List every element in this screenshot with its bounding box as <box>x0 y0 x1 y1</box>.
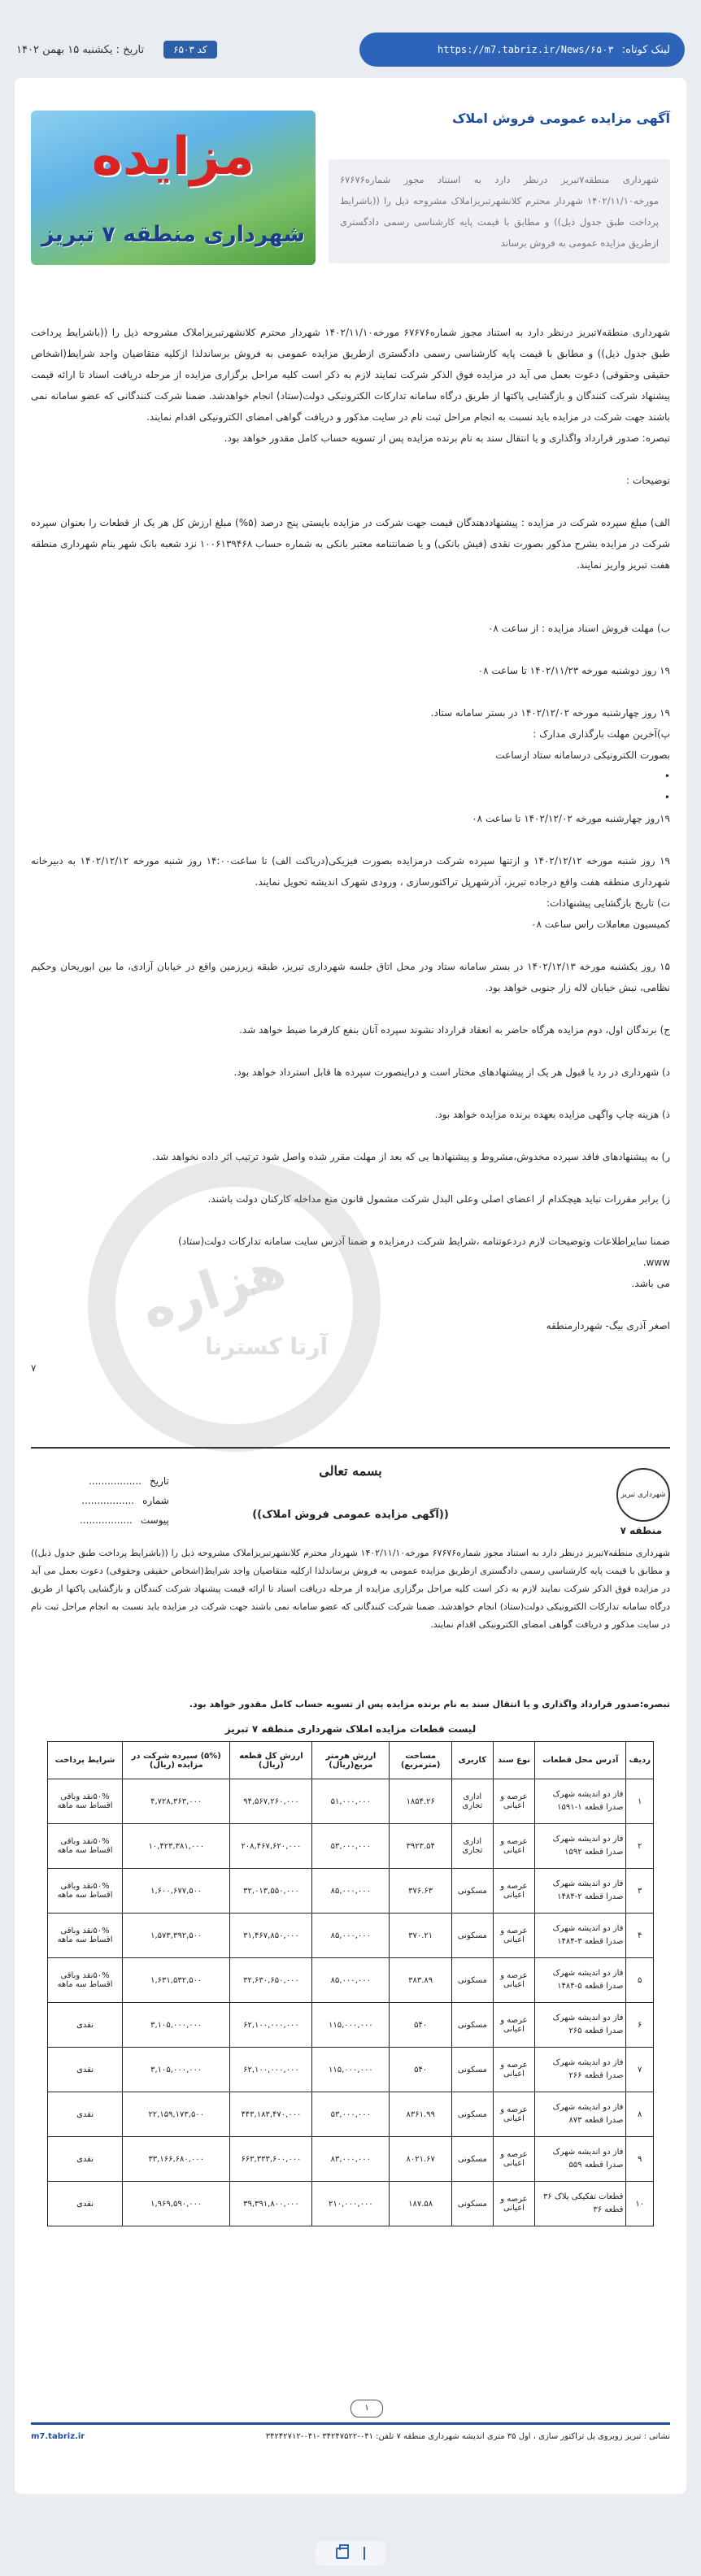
intro-paragraph: شهرداری منطقه۷تبریز درنظر دارد به استناد مجوز شماره۶۷۶۷۶ مورخه۱۴۰۲/۱۱/۱۰ شهردار محترم کلانشهرتبریزاملاک مشروحه ذیل را ((باشرایط پرداخت طبق جدول ذیل)) و مطابق با قیمت پایه کارشناسی رسمی دادگستری ازطریق مزایده عمومی به فروش برساندلذا ازکلیه متقاضیان واجد شرایط(اشخاص حقیقی وحقوقی) دعوت بعمل می آید در مزایده فوق الذکر شرکت نمایند لازم به ذکر است کلیه مراحل برگزاری مزایده از مرحله دریافت اسناد تا ارائه قیمت پیشنهاد شرکت کنندگان و بازگشایی پاکتها از طریق درگاه سامانه تدارکات الکترونیکی دولت(ستاد) انجام خواهدشد. ضمنا شرکت کنندگانی که عضو سامانه نمی باشند جهت شرکت در مزایده باید نسبت به انجام مراحل ثبت نام در سایت مذکور و دریافت گواهی امضای الکترونیکی اقدام نمایند. <box>31 327 670 423</box>
doc-date-label: تاریخ <box>149 1475 169 1487</box>
table-cell: ۹ <box>626 2137 654 2182</box>
table-cell: ۵۰%نقد وباقی اقساط سه ماهه <box>48 1869 123 1914</box>
list-3: می باشد. <box>631 1278 670 1289</box>
doc-basmala: بسمه تعالی <box>319 1463 382 1479</box>
table-cell: عرصه و اعیانی <box>493 2048 535 2092</box>
table-cell: ۳,۱۰۵,۰۰۰,۰۰۰ <box>123 2003 230 2048</box>
item-j: ۱۵ روز یکشنبه مورخه ۱۴۰۲/۱۲/۱۳ در بستر سامانه ستاد ودر محل اتاق جلسه شهرداری تبریز، طبقه زیرزمین واقع در خیابان آزادی، ما بین ابوریحان وحکیم نظامی، نبش خیابان لاله زار جنوبی خواهد بود. <box>31 961 670 993</box>
item-5: ز) برابر مقررات نباید هیچکدام از اعضای اصلی وعلی البدل شرکت مشمول قانون منع مداخله کارکنان دولت باشند. <box>207 1193 670 1205</box>
note-paragraph: تبصره: صدور قرارداد واگذاری و یا انتقال سند به نام برنده مزایده پس از تسویه حساب کامل مقدور خواهد بود. <box>224 432 670 444</box>
table-cell: اداری تجاری <box>452 1824 494 1869</box>
item-1: ج) برندگان اول، دوم مزایده هرگاه حاضر به انعقاد قرارداد نشوند سپرده آنان بنفع کارفرما ضبط خواهد شد. <box>239 1024 670 1036</box>
table-cell: ۳۹,۳۹۱,۸۰۰,۰۰۰ <box>230 2182 312 2226</box>
table-cell: ۸۵,۰۰۰,۰۰۰ <box>312 1914 390 1958</box>
line-6: کمیسیون معاملات راس ساعت ۰۸ <box>531 919 670 930</box>
table-cell: ۶ <box>626 2003 654 2048</box>
table-cell: مسکونی <box>452 1869 494 1914</box>
table-cell: نقدی <box>48 2182 123 2226</box>
footer-site: m7.tabriz.ir <box>31 2432 85 2441</box>
footer-rule <box>31 2422 670 2425</box>
table-cell: ۳۹۲۳.۵۴ <box>390 1824 452 1869</box>
doc-meta: تاریخ ................. شماره ................. پیوست ................. <box>80 1471 169 1530</box>
bottom-bar <box>0 2530 701 2576</box>
table-cell: نقدی <box>48 2003 123 2048</box>
table-cell: مسکونی <box>452 1958 494 2003</box>
news-title: آگهی مزایده عمومی فروش املاک <box>451 111 670 126</box>
table-header-cell: مساحت (مترمربع) <box>390 1742 452 1779</box>
table-header-cell: ردیف <box>626 1742 654 1779</box>
table-cell: ۱۰ <box>626 2182 654 2226</box>
table-cell: ۸ <box>626 2092 654 2137</box>
table-cell: ۵۳,۰۰۰,۰۰۰ <box>312 2092 390 2137</box>
table-cell: ۵۰%نقد وباقی اقساط سه ماهه <box>48 1779 123 1824</box>
table-cell: ۲۱۰,۰۰۰,۰۰۰ <box>312 2182 390 2226</box>
table-cell: عرصه و اعیانی <box>493 2137 535 2182</box>
table-cell: ۱۱۵,۰۰۰,۰۰۰ <box>312 2003 390 2048</box>
table-header-cell: شرایط پرداخت <box>48 1742 123 1779</box>
table-cell: عرصه و اعیانی <box>493 2182 535 2226</box>
news-date: تاریخ : یکشنبه ۱۵ بهمن ۱۴۰۲ <box>16 43 145 56</box>
table-cell: فاز دو اندیشه شهرک صدرا قطعه ۲۶۶ <box>535 2048 626 2092</box>
table-cell: عرصه و اعیانی <box>493 2092 535 2137</box>
banner-main-text: مزایده <box>91 127 255 187</box>
table-cell: ۸۰۲۱.۶۷ <box>390 2137 452 2182</box>
table-cell: ۶۲,۱۰۰,۰۰۰,۰۰۰ <box>230 2048 312 2092</box>
table-cell: مسکونی <box>452 2003 494 2048</box>
table-header-cell: (۵%) سپرده شرکت در مزایده (ریال) <box>123 1742 230 1779</box>
table-cell: نقدی <box>48 2048 123 2092</box>
watermark-text: هزاره <box>133 1238 293 1342</box>
doc-attach-label: پیوست <box>140 1514 169 1526</box>
table-cell: ۵۱,۰۰۰,۰۰۰ <box>312 1779 390 1824</box>
table-cell: ۸۵,۰۰۰,۰۰۰ <box>312 1869 390 1914</box>
table-row <box>48 2048 654 2092</box>
table-cell: ۵۴۰ <box>390 2048 452 2092</box>
table-cell: مسکونی <box>452 2182 494 2226</box>
table-row <box>48 2003 654 2048</box>
bullet-2: • <box>664 792 670 803</box>
table-cell: ۱۰,۴۲۳,۳۸۱,۰۰۰ <box>123 1824 230 1869</box>
table-cell: فاز دو اندیشه شهرک صدرا قطعه ۲-۱۴۸۴ <box>535 1869 626 1914</box>
table-cell: فاز دو اندیشه شهرک صدرا قطعه ۵-۱۴۸۴ <box>535 1958 626 2003</box>
list-2: www. <box>642 1257 670 1268</box>
table-row <box>48 2092 654 2137</box>
item-t: ۱۹ روز شنبه مورخه ۱۴۰۲/۱۲/۱۲ و ازتنها سپرده شرکت درمزایده بصورت فیزیکی(دریاکت الف) تا ساعت۱۴:۰۰ روز شنبه مورخه ۱۴۰۲/۱۲/۱۲ به دبیرخانه شهرداری منطقه هفت واقع درجاده تبریز، آذرشهرپل تراکتورسازی ، ورودی شهرک اندیشه تحویل نمایند. <box>31 855 670 888</box>
table-row <box>48 2137 654 2182</box>
table-cell: عرصه و اعیانی <box>493 1958 535 2003</box>
doc-footer <box>31 2432 670 2441</box>
table-cell: ۸۵,۰۰۰,۰۰۰ <box>312 1958 390 2003</box>
table-row <box>48 1869 654 1914</box>
news-code-badge: کد ۶۵۰۳ <box>163 41 217 59</box>
table-cell: ۳۳,۱۶۶,۶۸۰,۰۰۰ <box>123 2137 230 2182</box>
table-cell: مسکونی <box>452 2092 494 2137</box>
table-cell: ۵ <box>626 1958 654 2003</box>
table-cell: ۱۸۷.۵۸ <box>390 2182 452 2226</box>
doc-top-rule <box>31 1447 670 1449</box>
table-cell: فاز دو اندیشه شهرک صدرا قطعه ۸۷۳ <box>535 2092 626 2137</box>
watermark-logo <box>88 1159 381 1452</box>
print-icon[interactable] <box>336 2548 349 2559</box>
number-seven: ۷ <box>31 1362 37 1374</box>
table-cell: ۵۰%نقد وباقی اقساط سه ماهه <box>48 1824 123 1869</box>
table-cell: عرصه و اعیانی <box>493 1869 535 1914</box>
signature: اصغر آذری بیگ- شهردارمنطقه <box>546 1320 670 1331</box>
table-header-cell: نوع سند <box>493 1742 535 1779</box>
table-cell: ۱,۹۶۹,۵۹۰,۰۰۰ <box>123 2182 230 2226</box>
table-cell: فاز دو اندیشه شهرک صدرا قطعه ۱۵۹۲ <box>535 1824 626 1869</box>
banner-sub-text: شهرداری منطقه ۷ تبریز <box>41 222 305 247</box>
table-header-cell: کاربری <box>452 1742 494 1779</box>
table-cell: فاز دو اندیشه شهرک صدرا قطعه ۱-۱۵۹۱ <box>535 1779 626 1824</box>
table-cell: ۴ <box>626 1914 654 1958</box>
table-row <box>48 1824 654 1869</box>
logo-text: شهرداری تبریز <box>620 1491 666 1499</box>
table-cell: ۳۱,۴۶۷,۸۵۰,۰۰۰ <box>230 1914 312 1958</box>
table-cell: ۳۸۳.۸۹ <box>390 1958 452 2003</box>
table-cell: ۱,۶۰۰,۶۷۷,۵۰۰ <box>123 1869 230 1914</box>
print-button[interactable] <box>316 2541 385 2565</box>
item-4: ر) به پیشنهادهای فاقد سپرده مخدوش،مشروط و پیشنهادها یی که بعد از مهلت مقرر شده واصل شود ترتیب اثر داده نخواهد شد. <box>152 1151 670 1162</box>
table-row <box>48 1914 654 1958</box>
table-cell: ۴۴۳,۱۸۳,۴۷۰,۰۰۰ <box>230 2092 312 2137</box>
table-cell: ۸۳۶۱.۹۹ <box>390 2092 452 2137</box>
shortlink-url[interactable]: https://m7.tabriz.ir/News/۶۵۰۳ <box>438 44 614 55</box>
table-cell: ۶۶۳,۳۳۳,۶۰۰,۰۰۰ <box>230 2137 312 2182</box>
line-4: بصورت الکترونیکی درسامانه ستاد ازساعت <box>495 749 670 761</box>
divider-icon <box>364 2547 365 2560</box>
table-cell: ۵۴۰ <box>390 2003 452 2048</box>
item-a: الف) مبلغ سپرده شرکت در مزایده : پیشنهاددهندگان قیمت جهت شرکت در مزایده بایستی پنج درصد (۵%) مبلغ ارزش کل هر یک از قطعات را بعنوان سپرده شرکت در مزایده بشرح مذکور بصورت نقدی (فیش بانکی) و یا ضمانتنامه معتبر بانکی به شماره حساب ۱۰۰۶۱۳۹۴۶۸ نزد شعبه بانک شهر بنام شهرداری منطقه هفت تبریز واریز نمایند. <box>31 517 671 571</box>
doc-body: شهرداری منطقه۷تبریز درنظر دارد به استناد مجوز شماره۶۷۶۷۶ مورخه۱۴۰۲/۱۱/۱۰ شهردار محترم کلانشهرتبریزاملاک مشروحه ذیل را ((باشرایط پرداخت طبق جدول ذیل)) و مطابق با قیمت پایه کارشناسی رسمی دادگستری ازطریق مزایده عمومی به فروش برساندلذا ازکلیه متقاضیان واجد شرایط(اشخاص حقیقی وحقوقی) دعوت بعمل می آید در مزایده فوق الذکر شرکت نمایند لازم به ذکر است کلیه مراحل برگزاری مزایده از مرحله دریافت اسناد تا ارائه قیمت پیشنهاد شرکت کنندگان و بازگشایی پاکتها از طریق درگاه سامانه تدارکات الکترونیکی دولت(ستاد) انجام خواهدشد. ضمنا شرکت کنندگانی که عضو سامانه نمی باشند جهت شرکت در مزایده باید نسبت به انجام مراحل ثبت نام در سایت مذکور و دریافت گواهی امضای الکترونیکی اقدام نمایند. <box>31 1548 670 1630</box>
table-cell: ۹۴,۵۶۷,۲۶۰,۰۰۰ <box>230 1779 312 1824</box>
footer-address: نشانی : تبریز زوبروی پل تراکتور سازی ، اول ۳۵ متری اندیشه شهرداری منطقه ۷ تلفن: ۰۴۱-۳۴۲۴۷۵۲۲ -۰۴۱-۳۴۲۴۲۷۱۲ <box>265 2432 670 2441</box>
table-cell: ۴,۷۲۸,۳۶۳,۰۰۰ <box>123 1779 230 1824</box>
line-5: ۱۹روز چهارشنبه مورخه ۱۴۰۲/۱۲/۰۲ تا ساعت ۰۸ <box>472 813 670 824</box>
table-header-cell: ارزش هرمتر مربع(ریال) <box>312 1742 390 1779</box>
table-cell: ۱,۶۳۱,۵۳۲,۵۰۰ <box>123 1958 230 2003</box>
table-body <box>48 1779 654 2226</box>
table-cell: ۵۳,۰۰۰,۰۰۰ <box>312 1824 390 1869</box>
date-group <box>16 41 217 59</box>
scanned-document <box>31 1447 670 2455</box>
table-cell: فاز دو اندیشه شهرک صدرا قطعه ۳-۱۴۸۴ <box>535 1914 626 1958</box>
doc-title: ((آگهی مزایده عمومی فروش املاک)) <box>252 1509 449 1521</box>
table-cell: ۱۸۵۴.۲۶ <box>390 1779 452 1824</box>
table-cell: نقدی <box>48 2092 123 2137</box>
table-cell: قطعات تفکیکی پلاک ۳۶ قطعه ۳۶ <box>535 2182 626 2226</box>
item-th: ت) تاریخ بازگشایی پیشنهادات: <box>546 897 670 909</box>
doc-number-label: شماره <box>142 1495 169 1506</box>
table-cell: ۱,۵۷۳,۳۹۲,۵۰۰ <box>123 1914 230 1958</box>
table-cell: ۳۷۶.۶۳ <box>390 1869 452 1914</box>
table-cell: ۵۰%نقد وباقی اقساط سه ماهه <box>48 1914 123 1958</box>
table-cell: ۲ <box>626 1824 654 1869</box>
table-cell: مسکونی <box>452 2137 494 2182</box>
line-3: پ)آخرین مهلت بارگذاری مدارک : <box>533 728 670 740</box>
parcels-table <box>47 1741 654 2226</box>
table-cell: عرصه و اعیانی <box>493 1779 535 1824</box>
table-cell: مسکونی <box>452 2048 494 2092</box>
table-cell: عرصه و اعیانی <box>493 1824 535 1869</box>
shortlink-pill[interactable] <box>359 33 685 67</box>
item-2: د) شهرداری در رد یا قبول هر یک از پیشنهادهای مختار است و دراینصورت سپرده ها قابل استرداد خواهد بود. <box>233 1066 670 1078</box>
table-cell: ۳۲,۰۱۳,۵۵۰,۰۰۰ <box>230 1869 312 1914</box>
table-cell: ۲۰۸,۴۶۷,۶۲۰,۰۰۰ <box>230 1824 312 1869</box>
table-cell: ۳,۱۰۵,۰۰۰,۰۰۰ <box>123 2048 230 2092</box>
table-cell: اداری تجاری <box>452 1779 494 1824</box>
table-cell: ۱ <box>626 1779 654 1824</box>
table-cell: ۵۰%نقد وباقی اقساط سه ماهه <box>48 1958 123 2003</box>
news-lead: شهرداری منطقه۷تبریز درنظر دارد به استناد مجوز شماره۶۷۶۷۶ مورخه۱۴۰۲/۱۱/۱۰ شهردار محترم کلانشهرتبریزاملاک مشروحه ذیل را ((باشرایط پرداخت طبق جدول ذیل)) و مطابق با قیمت پایه کارشناسی رسمی دادگستری ازطریق مزایده عمومی به فروش برساند <box>329 159 670 263</box>
table-cell: ۷ <box>626 2048 654 2092</box>
table-cell: ۳۲,۶۳۰,۶۵۰,۰۰۰ <box>230 1958 312 2003</box>
bullet-1: • <box>664 771 670 782</box>
table-row <box>48 1779 654 1824</box>
table-title: لیست قطعات مزایده املاک شهرداری منطقه ۷ تبریز <box>224 1723 477 1735</box>
list-1: ضمنا سایراطلاعات وتوضیحات لازم دردعوتنامه ،شرایط شرکت درمزایده و ضمنا آدرس سایت سامانه تدارکات دولت(ستاد) <box>178 1236 670 1247</box>
table-row <box>48 2182 654 2226</box>
table-cell: مسکونی <box>452 1914 494 1958</box>
table-header-row <box>48 1742 654 1779</box>
table-cell: ۱۱۵,۰۰۰,۰۰۰ <box>312 2048 390 2092</box>
news-banner-image <box>31 111 316 265</box>
table-row <box>48 1958 654 2003</box>
item-3: ذ) هزینه چاپ واگهی مزایده بعهده برنده مزایده خواهد بود. <box>434 1109 670 1120</box>
explanations-heading: توضیحات : <box>626 475 670 486</box>
table-cell: عرصه و اعیانی <box>493 1914 535 1958</box>
line-1: ۱۹ روز دوشنبه مورخه ۱۴۰۲/۱۱/۲۳ تا ساعت ۰۸ <box>477 665 670 676</box>
doc-note: تبصره:صدور قرارداد واگذاری و یا انتقال سند به نام برنده مزایده پس از تسویه حساب کامل مقدور خواهد بود. <box>189 1699 670 1709</box>
item-b: ب) مهلت فروش اسناد مزایده : از ساعت ۰۸ <box>487 623 670 634</box>
table-cell: ۳ <box>626 1869 654 1914</box>
doc-region: منطقه ۷ <box>620 1525 662 1536</box>
table-cell: ۸۳,۰۰۰,۰۰۰ <box>312 2137 390 2182</box>
page-number: ۱ <box>350 2400 383 2417</box>
table-cell: فاز دو اندیشه شهرک صدرا قطعه ۵۵۹ <box>535 2137 626 2182</box>
watermark-sub: آرتا کسترنا <box>205 1333 329 1360</box>
table-cell: فاز دو اندیشه شهرک صدرا قطعه ۲۶۵ <box>535 2003 626 2048</box>
table-cell: عرصه و اعیانی <box>493 2003 535 2048</box>
table-header-cell: آدرس محل قطعات <box>535 1742 626 1779</box>
table-cell: ۳۷۰.۲۱ <box>390 1914 452 1958</box>
table-cell: ۶۲,۱۰۰,۰۰۰,۰۰۰ <box>230 2003 312 2048</box>
line-2: ۱۹ روز چهارشنبه مورخه ۱۴۰۲/۱۲/۰۲ در بستر سامانه ستاد. <box>430 707 670 719</box>
shortlink-label: لینک کوتاه: <box>621 43 670 56</box>
table-cell: نقدی <box>48 2137 123 2182</box>
table-cell: ۲۲,۱۵۹,۱۷۳,۵۰۰ <box>123 2092 230 2137</box>
table-header-cell: ارزش کل قطعه (ریال) <box>230 1742 312 1779</box>
